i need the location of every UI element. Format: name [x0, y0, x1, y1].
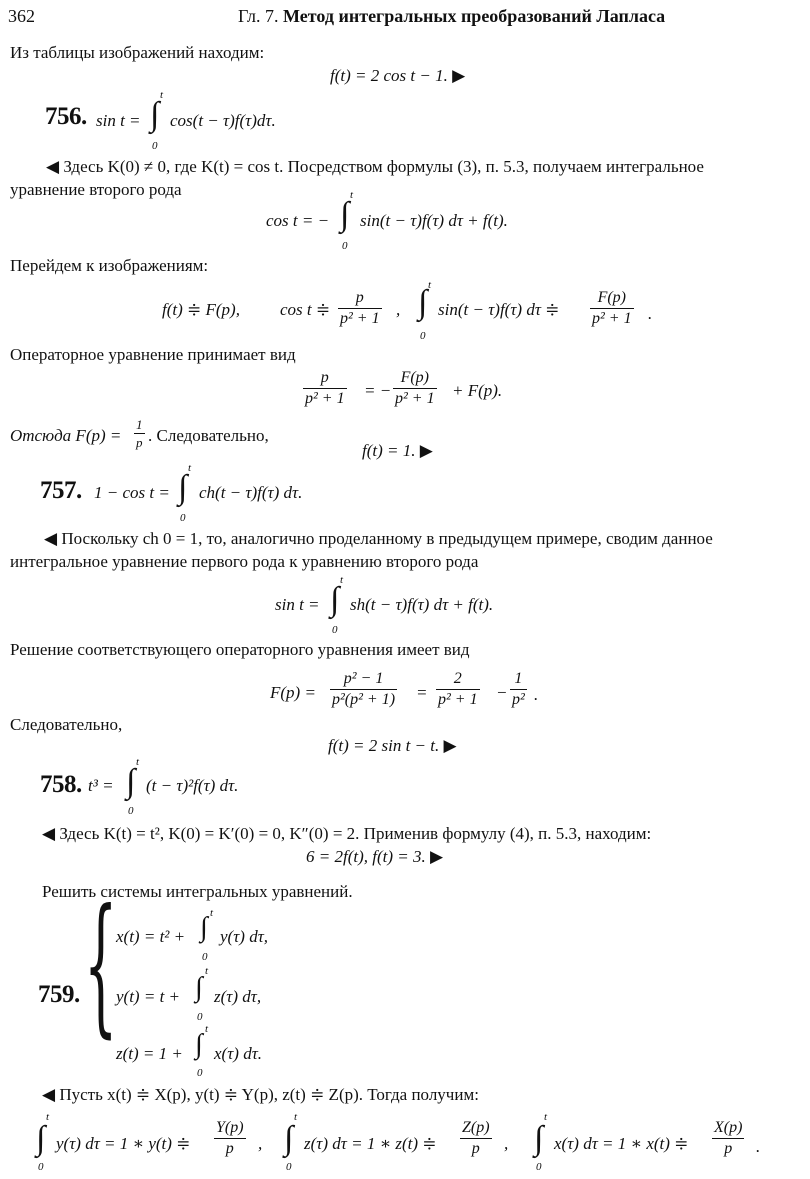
problem-756-images-text: Перейдем к изображениям:: [10, 256, 209, 275]
fraction-denominator: p²(p² + 1): [332, 691, 396, 708]
problem-759-eq1-int: y(τ) dτ,: [220, 927, 269, 946]
problem-756-eq1-lhs: cos t = −: [266, 211, 330, 230]
integral-upper: t: [205, 1023, 209, 1035]
problem-756-eq1-integrand: sin(t − τ)f(τ) dτ + f(t).: [360, 211, 508, 230]
problem-759-eq3-int: x(τ) dτ.: [214, 1044, 263, 1063]
running-head-chapter: Гл. 7.: [238, 6, 279, 26]
problem-758-lhs: t³ =: [88, 776, 114, 795]
integral-sign: ∫: [200, 912, 208, 943]
problem-759-r2: z(τ) dτ = 1 ∗ z(t) ≑: [304, 1134, 437, 1153]
integral-lower: 0: [197, 1011, 203, 1023]
fraction-denominator: p: [471, 1140, 480, 1157]
fraction-numerator: p: [303, 370, 347, 389]
problem-756-number: 756.: [45, 103, 87, 130]
integral-lower: 0: [197, 1067, 203, 1079]
problem-756-map3-integrand: sin(t − τ)f(τ) dτ ≑: [438, 300, 560, 319]
integral-upper: t: [205, 965, 209, 977]
system-brace: {: [84, 878, 118, 1052]
fraction-numerator: Z(p): [460, 1120, 492, 1139]
integral-upper: t: [428, 279, 432, 291]
problem-759-eq2-int: z(τ) dτ,: [214, 987, 262, 1006]
integral-lower: 0: [286, 1161, 292, 1173]
fraction-numerator: F(p): [393, 370, 437, 389]
fraction-numerator: p² − 1: [330, 671, 397, 690]
period: .: [534, 685, 539, 704]
integral-lower: 0: [536, 1161, 542, 1173]
problem-756-operator-text: Операторное уравнение принимает вид: [10, 345, 296, 364]
fraction-numerator: Y(p): [214, 1120, 246, 1139]
page-number: 362: [8, 6, 35, 26]
problem-756-op-mid: = −: [364, 381, 392, 400]
equals: =: [416, 683, 428, 702]
problem-758-number: 758.: [40, 771, 82, 798]
problem-756-op-tail: + F(p).: [452, 381, 503, 400]
integral-lower: 0: [202, 951, 208, 963]
integral-upper: t: [160, 89, 164, 101]
problem-757-eq-lhs: sin t =: [275, 595, 320, 614]
fraction-numerator: 1: [136, 417, 143, 432]
fraction-F-over-p2p1: [393, 370, 437, 407]
problem-756-solution-line2: уравнение второго рода: [10, 180, 182, 199]
problem-756-integrand: cos(t − τ)f(τ)dτ.: [170, 111, 276, 130]
fraction-Z-over-p: [460, 1120, 492, 1157]
problem-758-answer: 6 = 2f(t), f(t) = 3. ▶: [306, 847, 444, 866]
comma: ,: [396, 300, 401, 319]
comma: ,: [504, 1134, 509, 1153]
integral-sign: ∫: [36, 1120, 46, 1157]
fraction-denominator: p: [225, 1140, 234, 1157]
fraction-denominator: p²: [512, 691, 525, 708]
integral-sign: ∫: [340, 196, 350, 233]
problem-757-F-lhs: F(p) =: [270, 683, 316, 702]
systems-heading: Решить системы интегральных уравнений.: [42, 882, 353, 901]
integral-sign: ∫: [284, 1120, 294, 1157]
problem-759-eq3-lhs: z(t) = 1 +: [116, 1044, 183, 1063]
problem-756-hence-tail: . Следовательно,: [148, 426, 269, 445]
fraction-1-over-p: [134, 418, 145, 449]
comma: ,: [258, 1134, 263, 1153]
fraction-numerator: F(p): [590, 290, 634, 309]
running-head: [238, 7, 665, 25]
fraction-F-over-p2p1: [590, 290, 634, 327]
problem-759-number: 759.: [38, 981, 80, 1008]
fraction-denominator: p² + 1: [305, 390, 345, 407]
integral-upper: t: [340, 574, 344, 586]
fraction-numerator: 2: [436, 671, 480, 690]
integral-sign: ∫: [330, 581, 340, 618]
problem-759-r1: y(τ) dτ = 1 ∗ y(t) ≑: [56, 1134, 191, 1153]
integral-upper: t: [188, 462, 192, 474]
fraction-numerator: p: [338, 290, 382, 309]
problem-757-integrand: ch(t − τ)f(τ) dτ.: [199, 483, 303, 502]
fraction-denominator: p² + 1: [395, 390, 435, 407]
intro-text: Из таблицы изображений находим:: [10, 43, 265, 62]
fraction-numerator: 1: [510, 671, 527, 690]
fraction-1-over-p2: [510, 671, 527, 708]
problem-757-eq-integrand: sh(t − τ)f(τ) dτ + f(t).: [350, 595, 494, 614]
problem-759-eq2-lhs: y(t) = t +: [116, 987, 181, 1006]
problem-756-map2-lhs: cos t ≑: [280, 300, 331, 319]
integral-lower: 0: [38, 1161, 44, 1173]
integral-lower: 0: [420, 330, 426, 342]
fraction-denominator: p: [136, 435, 143, 450]
minus: −: [496, 683, 508, 702]
integral-sign: ∫: [418, 284, 428, 321]
problem-756-answer: f(t) = 1. ▶: [362, 441, 433, 460]
problem-757-solution-line2: интегральное уравнение первого рода к уравнению второго рода: [10, 552, 479, 571]
intro-result: f(t) = 2 cos t − 1. ▶: [330, 66, 466, 85]
fraction-2-over: [436, 671, 480, 708]
fraction-denominator: p² + 1: [438, 691, 478, 708]
problem-757-lhs: 1 − cos t =: [94, 483, 170, 502]
fraction-numerator: X(p): [712, 1120, 744, 1139]
integral-lower: 0: [342, 240, 348, 252]
running-head-title: Метод интегральных преобразований Лапласа: [283, 6, 666, 26]
period: .: [648, 304, 653, 323]
problem-757-solution-line1: ◀ Поскольку ch 0 = 1, то, аналогично проделанному в предыдущем примере, сводим данное: [44, 529, 713, 548]
integral-lower: 0: [332, 624, 338, 636]
period: .: [756, 1137, 761, 1156]
problem-757-consequently: Следовательно,: [10, 715, 123, 734]
problem-756-lhs: sin t =: [96, 111, 141, 130]
integral-sign: ∫: [534, 1120, 544, 1157]
integral-lower: 0: [152, 140, 158, 152]
integral-upper: t: [136, 756, 140, 768]
fraction-p-over-p2p1: [338, 290, 382, 327]
problem-757-answer: f(t) = 2 sin t − t. ▶: [328, 736, 457, 755]
fraction-denominator: p: [724, 1140, 733, 1157]
fraction-main: [330, 671, 397, 708]
integral-lower: 0: [180, 512, 186, 524]
fraction-p-over-p2p1: [303, 370, 347, 407]
integral-sign: ∫: [178, 469, 188, 506]
problem-759-solution: ◀ Пусть x(t) ≑ X(p), y(t) ≑ Y(p), z(t) ≑ Z(p). Тогда получим:: [42, 1085, 479, 1104]
problem-756-solution-line1: ◀ Здесь K(0) ≠ 0, где K(t) = cos t. Посредством формулы (3), п. 5.3, получаем интегральное: [46, 157, 704, 176]
integral-upper: t: [350, 189, 354, 201]
problem-757-solution-text: Решение соответствующего операторного уравнения имеет вид: [10, 640, 470, 659]
problem-759-eq1-lhs: x(t) = t² +: [116, 927, 186, 946]
integral-sign: ∫: [150, 96, 160, 133]
problem-759-r3: x(τ) dτ = 1 ∗ x(t) ≑: [554, 1134, 689, 1153]
problem-756-hence: Отсюда F(p) =: [10, 426, 122, 445]
integral-sign: ∫: [195, 972, 203, 1003]
problem-757-number: 757.: [40, 477, 82, 504]
integral-upper: t: [294, 1111, 298, 1123]
fraction-X-over-p: [712, 1120, 744, 1157]
fraction-denominator: p² + 1: [592, 310, 632, 327]
integral-lower: 0: [128, 805, 134, 817]
integral-upper: t: [210, 907, 214, 919]
integral-sign: ∫: [126, 763, 136, 800]
integral-upper: t: [544, 1111, 548, 1123]
problem-758-solution: ◀ Здесь K(t) = t², K(0) = K′(0) = 0, K″(0) = 2. Применив формулу (4), п. 5.3, находим:: [42, 824, 652, 843]
problem-758-integrand: (t − τ)²f(τ) dτ.: [146, 776, 239, 795]
integral-upper: t: [46, 1111, 50, 1123]
fraction-Y-over-p: [214, 1120, 246, 1157]
integral-sign: ∫: [195, 1029, 203, 1060]
fraction-denominator: p² + 1: [340, 310, 380, 327]
problem-756-map1: f(t) ≑ F(p),: [162, 300, 240, 319]
